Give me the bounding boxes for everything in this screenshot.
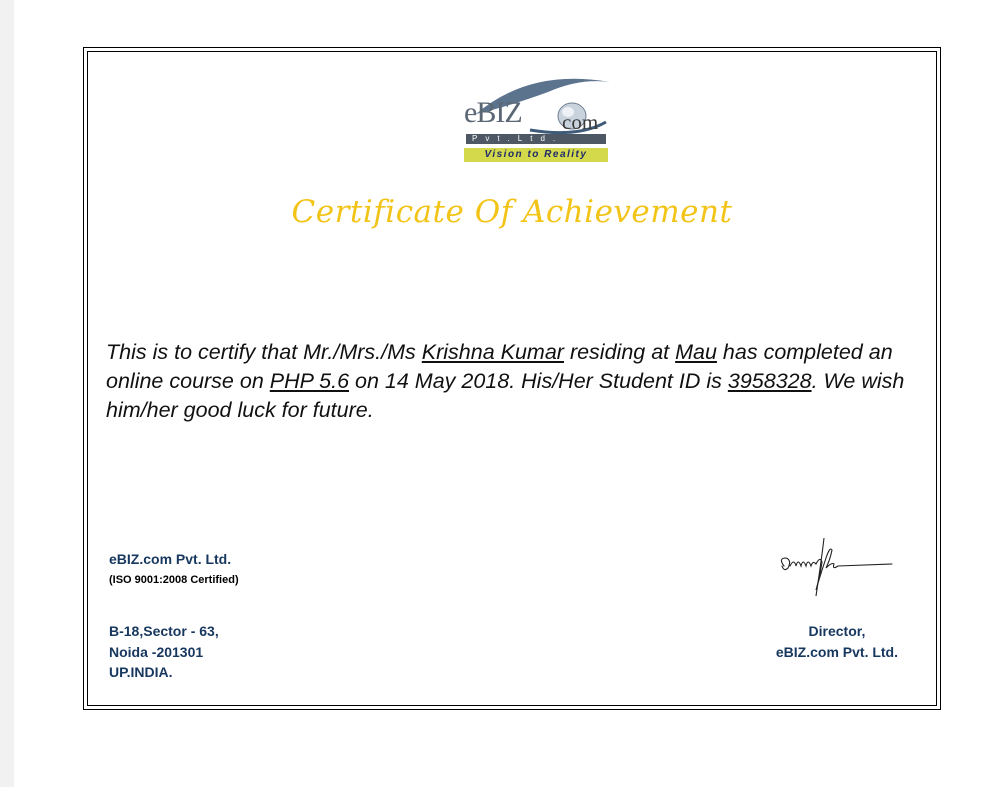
body-text-1: This is to certify that Mr./Mrs./Ms (106, 340, 422, 364)
logo-com: com (562, 110, 599, 134)
address-line: Noida -201301 (109, 643, 204, 660)
ebiz-logo (460, 74, 612, 166)
company-address (109, 621, 219, 683)
director-company: eBIZ.com Pvt. Ltd. (775, 643, 898, 660)
certificate-title: Certificate Of Achievement (291, 194, 733, 230)
course-name: PHP 5.6 (269, 369, 350, 393)
certificate-frame (83, 47, 941, 710)
director-title: Director, (808, 623, 866, 639)
address-line: B-18,Sector - 63, (109, 623, 219, 639)
residence: Mau (675, 340, 717, 364)
logo-wordmark: eBIZ (464, 96, 522, 129)
company-name: eBIZ.com Pvt. Ltd. (109, 551, 232, 567)
page-gutter (0, 0, 14, 787)
address-line: UP.INDIA. (109, 664, 173, 680)
student-id: 3958328 (727, 369, 812, 393)
body-text-5: . We wish him/her good luck for future. (106, 369, 905, 422)
body-text-4: on 14 May 2018. His/Her Student ID is (349, 369, 728, 393)
logo-tagline: Vision to Reality (464, 148, 608, 162)
body-text-2: residing at (563, 340, 676, 364)
logo-pvt-bar: Pvt.Ltd. (466, 134, 606, 144)
director-signature (776, 536, 894, 602)
body-text-3: has completed an online course on (106, 340, 893, 393)
student-name: Krishna Kumar (421, 340, 564, 364)
certificate-body (106, 338, 936, 425)
director-block (776, 621, 898, 662)
company-iso: (ISO 9001:2008 Certified) (109, 574, 239, 586)
certificate-inner-border (87, 51, 937, 706)
